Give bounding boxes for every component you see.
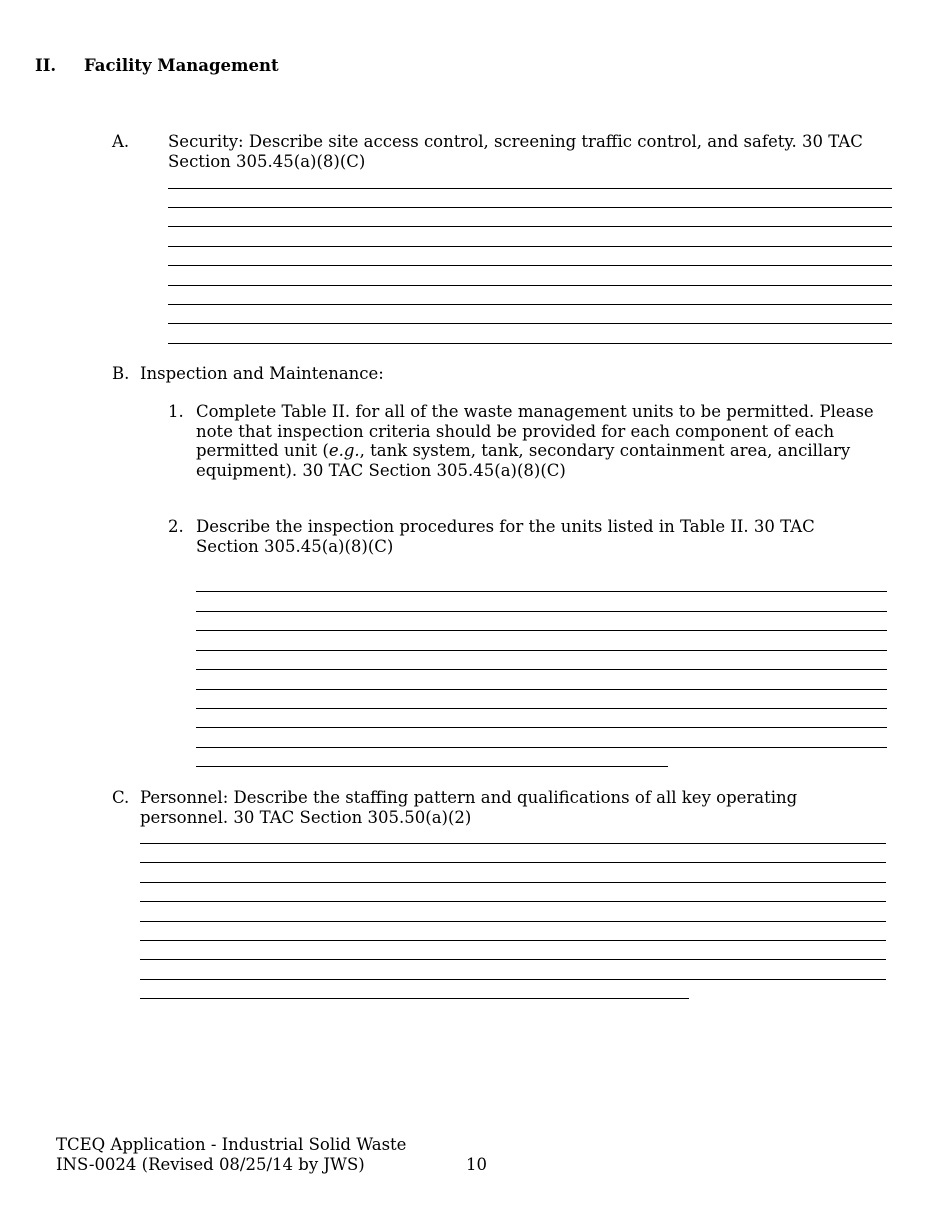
item-b1-text-part: Complete Table II. for all of the waste management units to be permitted. Please note that inspection criteria should be provided for each component of each permitted unit ( (196, 402, 874, 460)
answer-line[interactable] (140, 998, 689, 999)
answer-line[interactable] (168, 188, 892, 189)
answer-line[interactable] (196, 669, 887, 670)
answer-line[interactable] (140, 979, 886, 980)
item-b-text: Inspection and Maintenance: (140, 364, 384, 383)
item-b1-text-italic: e.g. (328, 441, 360, 460)
answer-line[interactable] (196, 689, 887, 690)
answer-line[interactable] (196, 650, 887, 651)
item-b2-text: Describe the inspection procedures for the units listed in Table II. 30 TAC Section 305.45(a)(8)(C) (196, 517, 815, 556)
section-title: Facility Management (84, 56, 279, 75)
item-b1-text (196, 402, 890, 480)
answer-line[interactable] (168, 265, 892, 266)
page-number: 10 (466, 1155, 487, 1174)
answer-line[interactable] (140, 901, 886, 902)
answer-line[interactable] (196, 591, 887, 592)
item-c-label: C. (112, 788, 130, 807)
footer-application-name: TCEQ Application - Industrial Solid Waste (56, 1135, 407, 1154)
answer-line[interactable] (140, 843, 886, 844)
answer-line[interactable] (196, 747, 887, 748)
footer-form-id: INS-0024 (Revised 08/25/14 by JWS) (56, 1155, 365, 1174)
item-c-text: Personnel: Describe the staffing pattern and qualifications of all key operating personnel. 30 TAC Section 305.50(a)(2) (140, 788, 798, 827)
answer-line[interactable] (196, 611, 887, 612)
item-b-label: B. (112, 364, 130, 383)
answer-line[interactable] (168, 323, 892, 324)
answer-line[interactable] (140, 921, 886, 922)
item-b2-number: 2. (168, 517, 184, 536)
answer-line[interactable] (140, 862, 886, 863)
answer-line[interactable] (196, 766, 668, 767)
answer-line[interactable] (140, 882, 886, 883)
section-number: II. (35, 56, 57, 75)
answer-line[interactable] (168, 246, 892, 247)
answer-line[interactable] (196, 708, 887, 709)
item-a-text: Security: Describe site access control, screening traffic control, and safety. 30 TAC Section 305.45(a)(8)(C) (168, 132, 863, 171)
item-b1-number: 1. (168, 402, 184, 421)
answer-line[interactable] (168, 304, 892, 305)
answer-line[interactable] (168, 226, 892, 227)
answer-line[interactable] (168, 285, 892, 286)
item-b1-text-part: , tank system, tank, secondary containment area, ancillary equipment). 30 TAC Section 305.45(a)(8)(C) (196, 441, 851, 480)
answer-line[interactable] (168, 207, 892, 208)
answer-line[interactable] (168, 343, 892, 344)
answer-line[interactable] (140, 940, 886, 941)
item-a-label: A. (112, 132, 130, 151)
answer-line[interactable] (196, 630, 887, 631)
answer-line[interactable] (196, 727, 887, 728)
answer-line[interactable] (140, 959, 886, 960)
